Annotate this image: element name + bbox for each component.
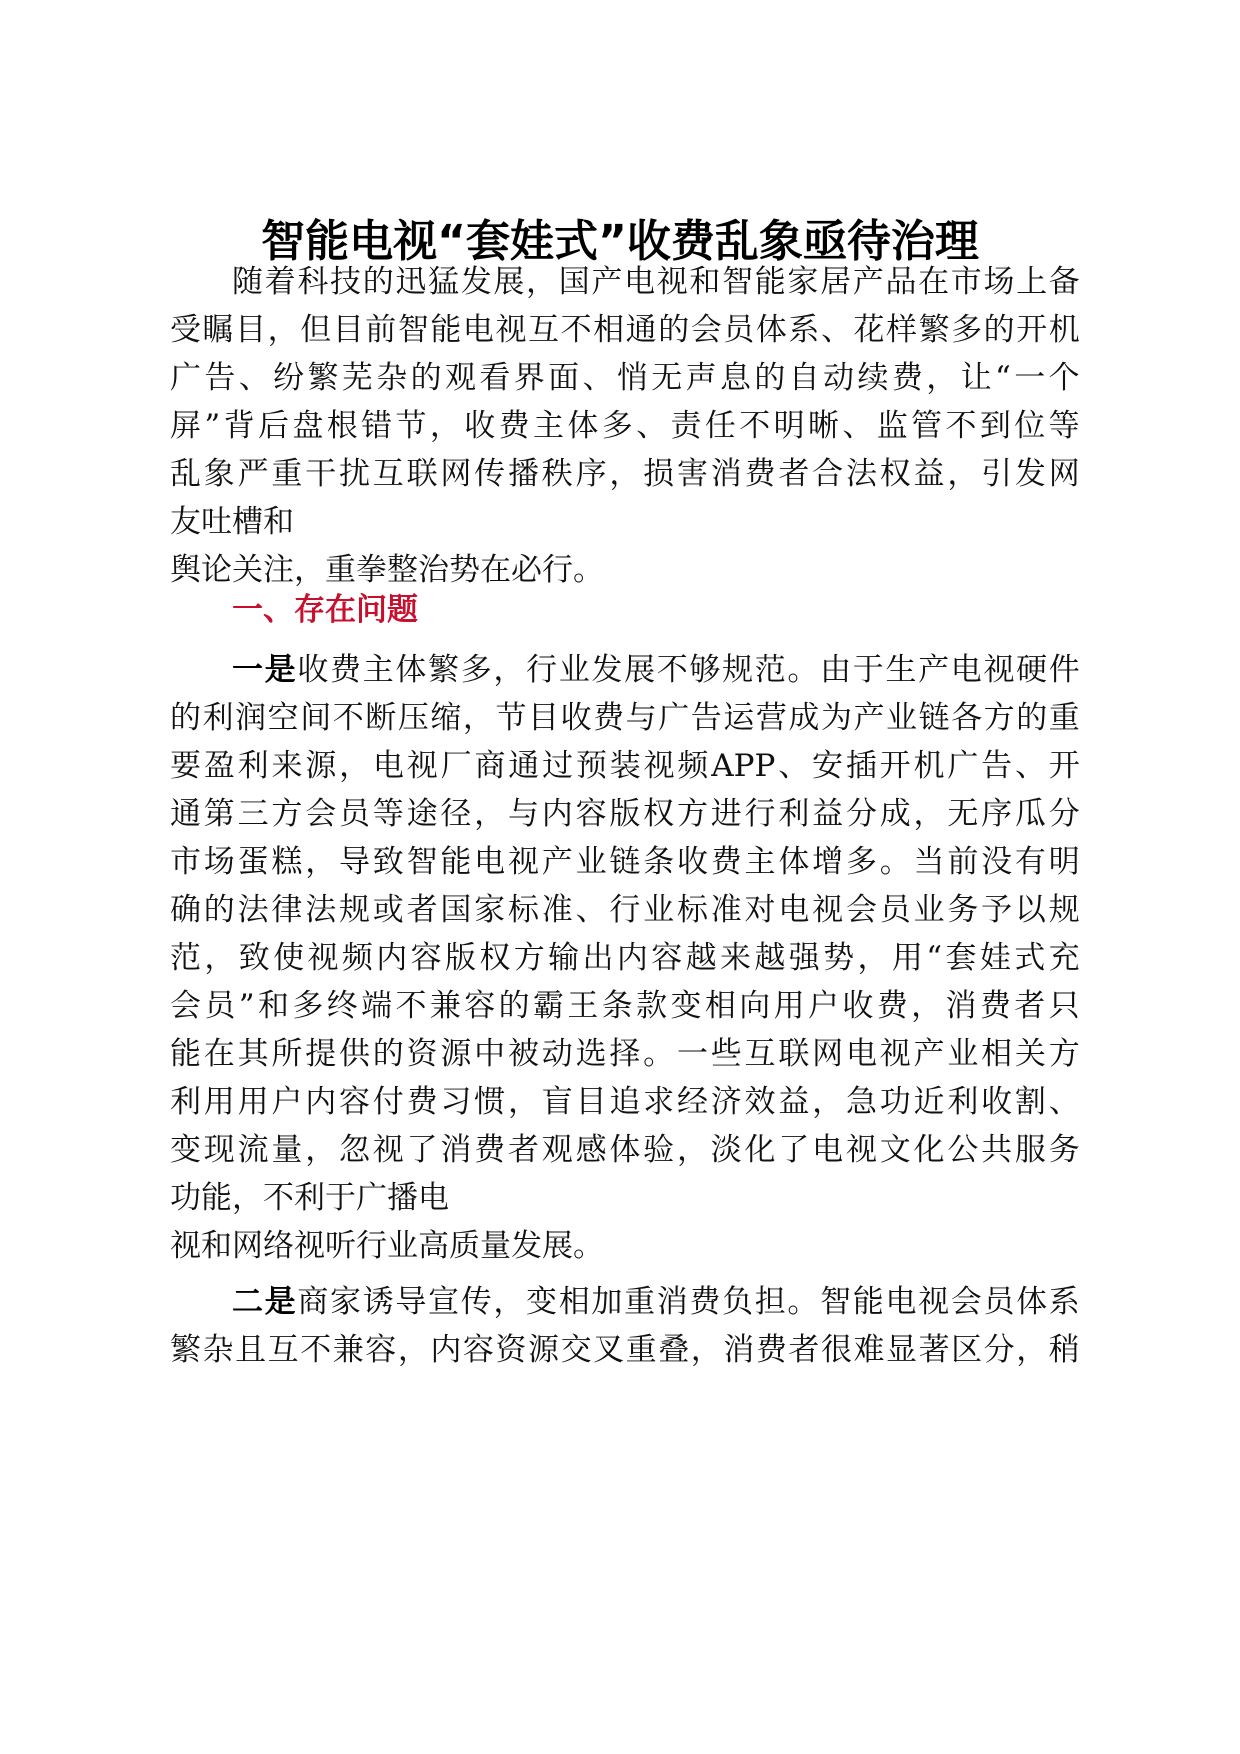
document-title: 智能电视“套娃式”收费乱象亟待治理 [261, 216, 979, 267]
point1-line: 要 盈 利 来 源 ， 电 视 厂 商 通 过 预 装 视 频 APP 、 安 插 开 机 广 告 、 开 [170, 748, 1080, 784]
point1-line: 通 第 三 方 会 员 等 途 径 ， 与 内 容 版 权 方 进 行 利 益 分 成 ， 无 序 瓜 分 [170, 796, 1080, 832]
intro-line: 随 着 科 技 的 迅 猛 发 展 ， 国 产 电 视 和 智 能 家 居 产 品 在 市 场 上 备 [232, 264, 1080, 300]
point1-line: 功能，不利于广播电 [170, 1180, 449, 1216]
intro-line: 乱 象 严 重 干 扰 互 联 网 传 播 秩 序 ， 损 害 消 费 者 合 法 权 益 ， 引 发 网 [170, 456, 1080, 492]
intro-line: 舆论关注，重拳整治势在必行。 [170, 552, 604, 588]
intro-line: 受 瞩 目 ， 但 目 前 智 能 电 视 互 不 相 通 的 会 员 体 系 、 花 样 繁 多 的 开 机 [170, 312, 1080, 348]
point1-line: 的 利 润 空 间 不 断 压 缩 ， 节 目 收 费 与 广 告 运 营 成 为 产 业 链 各 方 的 重 [170, 700, 1080, 736]
section-heading: 一、存在问题 [232, 592, 418, 628]
point1-line: 市 场 蛋 糕 ， 导 致 智 能 电 视 产 业 链 条 收 费 主 体 增 多 。 当 前 没 有 明 [170, 844, 1080, 880]
point2-first-line: 二 是 商 家 诱 导 宣 传 ， 变 相 加 重 消 费 负 担 。 智 能 电 视 会 员 体 系 [232, 1284, 1080, 1320]
point1-line: 视和网络视听行业高质量发展。 [170, 1228, 604, 1264]
point1-line: 利 用 用 户 内 容 付 费 习 惯 ， 盲 目 追 求 经 济 效 益 ， 急 功 近 利 收 割 、 [170, 1084, 1080, 1120]
intro-line: 友吐槽和 [170, 504, 294, 540]
intro-line: 广 告 、 纷 繁 芜 杂 的 观 看 界 面 、 悄 无 声 息 的 自 动 续 费 ， 让 “ 一 个 [170, 360, 1080, 396]
point1-first-line: 一 是 收 费 主 体 繁 多 ， 行 业 发 展 不 够 规 范 。 由 于 生 产 电 视 硬 件 [232, 652, 1080, 688]
point1-line: 会 员 ” 和 多 终 端 不 兼 容 的 霸 王 条 款 变 相 向 用 户 收 费 ， 消 费 者 只 [170, 988, 1080, 1024]
intro-line: 屏 ” 背 后 盘 根 错 节 ， 收 费 主 体 多 、 责 任 不 明 晰 、 监 管 不 到 位 等 [170, 408, 1080, 444]
point1-line: 确 的 法 律 法 规 或 者 国 家 标 准 、 行 业 标 准 对 电 视 会 员 业 务 予 以 规 [170, 892, 1080, 928]
point1-line: 能 在 其 所 提 供 的 资 源 中 被 动 选 择 。 一 些 互 联 网 电 视 产 业 相 关 方 [170, 1036, 1080, 1072]
point1-line: 变 现 流 量 ， 忽 视 了 消 费 者 观 感 体 验 ， 淡 化 了 电 视 文 化 公 共 服 务 [170, 1132, 1080, 1168]
point1-line: 范 ， 致 使 视 频 内 容 版 权 方 输 出 内 容 越 来 越 强 势 ， 用 “ 套 娃 式 充 [170, 940, 1080, 976]
point2-line: 繁 杂 且 互 不 兼 容 ， 内 容 资 源 交 叉 重 叠 ， 消 费 者 很 难 显 著 区 分 ， 稍 [170, 1332, 1080, 1368]
